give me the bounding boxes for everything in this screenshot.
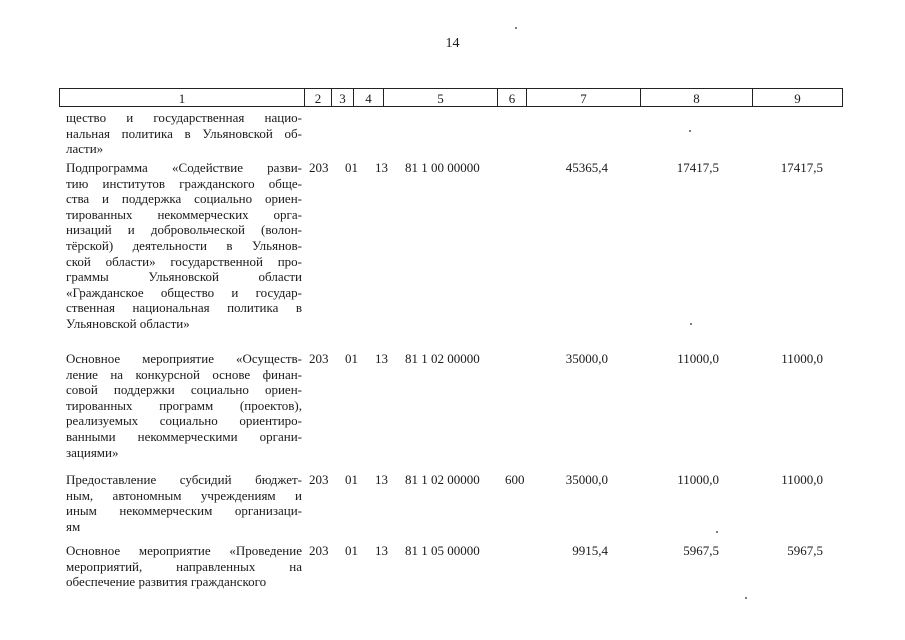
row-name-line: граммы Ульяновской области [66,269,302,285]
row-name-line: нальная политика в Ульяновской об- [66,125,302,141]
row-name-line: тёрской) деятельности в Ульянов- [66,237,302,253]
cell-section: 01 [345,472,358,487]
row-name [66,351,302,460]
cell-ministry: 203 [309,351,329,366]
cell-target-article: 81 1 00 00000 [405,160,480,175]
header-col-5: 5 [383,89,497,106]
row-name-line: ственная национальная политика в [66,300,302,316]
cell-ministry: 203 [309,160,329,175]
header-col-8: 8 [640,89,752,106]
cell-amount-col7: 35000,0 [565,351,608,366]
cell-amount-col8: 11000,0 [677,351,719,366]
row-name-line: «Гражданское общество и государ- [66,284,302,300]
scan-speck [515,27,517,29]
cell-ministry: 203 [309,472,329,487]
cell-subsection: 13 [375,543,388,558]
header-col-2: 2 [304,89,331,106]
header-col-1: 1 [178,91,186,106]
row-name-line: щество и государственная нацио- [66,110,302,125]
row-name-line: Основное мероприятие «Проведение [66,543,302,558]
row-name-line: тию институтов гражданского обще- [66,175,302,191]
row-name-line: совой поддержки социально ориен- [66,382,302,398]
table-header-row [59,88,843,107]
row-name-line: ской области» государственной про- [66,253,302,269]
row-name-line: мероприятий, направленных на [66,558,302,574]
row-name-line: тированных программ (проектов), [66,397,302,413]
row-name [66,543,302,590]
cell-amount-col7: 9915,4 [572,543,608,558]
row-name [66,472,302,534]
row-name-line: ванными некоммерческими органи- [66,428,302,444]
cell-amount-col7: 35000,0 [565,472,608,487]
scan-speck [689,130,691,132]
cell-amount-col8: 5967,5 [683,543,719,558]
header-col-4: 4 [353,89,383,106]
scan-speck [690,323,692,325]
row-name-line: тированных некоммерческих орга- [66,206,302,222]
cell-section: 01 [345,160,358,175]
cell-section: 01 [345,351,358,366]
cell-amount-col9: 11000,0 [781,351,823,366]
row-name-line: реализуемых социально ориентиро- [66,413,302,429]
row-name-line: Ульяновской области» [66,315,190,331]
row-name [66,160,302,332]
cell-target-article: 81 1 02 00000 [405,472,480,487]
cell-subsection: 13 [375,472,388,487]
row-name-line: зациями» [66,444,119,460]
cell-subsection: 13 [375,351,388,366]
cell-amount-col9: 11000,0 [781,472,823,487]
cell-amount-col8: 17417,5 [676,160,719,175]
header-col-9: 9 [752,89,842,106]
row-name-line: Предоставление субсидий бюджет- [66,472,302,487]
cell-amount-col7: 45365,4 [565,160,608,175]
cell-amount-col9: 17417,5 [780,160,823,175]
row-name-line: ным, автономным учреждениям и [66,487,302,503]
scan-speck [716,531,718,533]
cell-section: 01 [345,543,358,558]
cell-ministry: 203 [309,543,329,558]
row-name-line: ства и поддержка социально ориен- [66,191,302,207]
header-col-7: 7 [526,89,640,106]
row-name-line: ям [66,518,81,534]
row-name-line: иным некоммерческим организаци- [66,503,302,519]
row-name [66,110,302,157]
cell-target-article: 81 1 02 00000 [405,351,480,366]
scan-speck [745,597,747,599]
row-name-line: ласти» [66,141,104,157]
page-number: 14 [445,36,460,51]
cell-expense-type: 600 [505,472,525,487]
header-col-3: 3 [331,89,353,106]
row-name-line: Основное мероприятие «Осуществ- [66,351,302,366]
row-name-line: обеспечение развития гражданского [66,574,267,590]
cell-subsection: 13 [375,160,388,175]
header-col-6: 6 [497,89,526,106]
cell-target-article: 81 1 05 00000 [405,543,480,558]
cell-amount-col9: 5967,5 [787,543,823,558]
row-name-line: низаций и добровольческой (волон- [66,222,302,238]
row-name-line: ление на конкурсной основе финан- [66,366,302,382]
cell-amount-col8: 11000,0 [677,472,719,487]
row-name-line: Подпрограмма «Содействие разви- [66,160,302,175]
